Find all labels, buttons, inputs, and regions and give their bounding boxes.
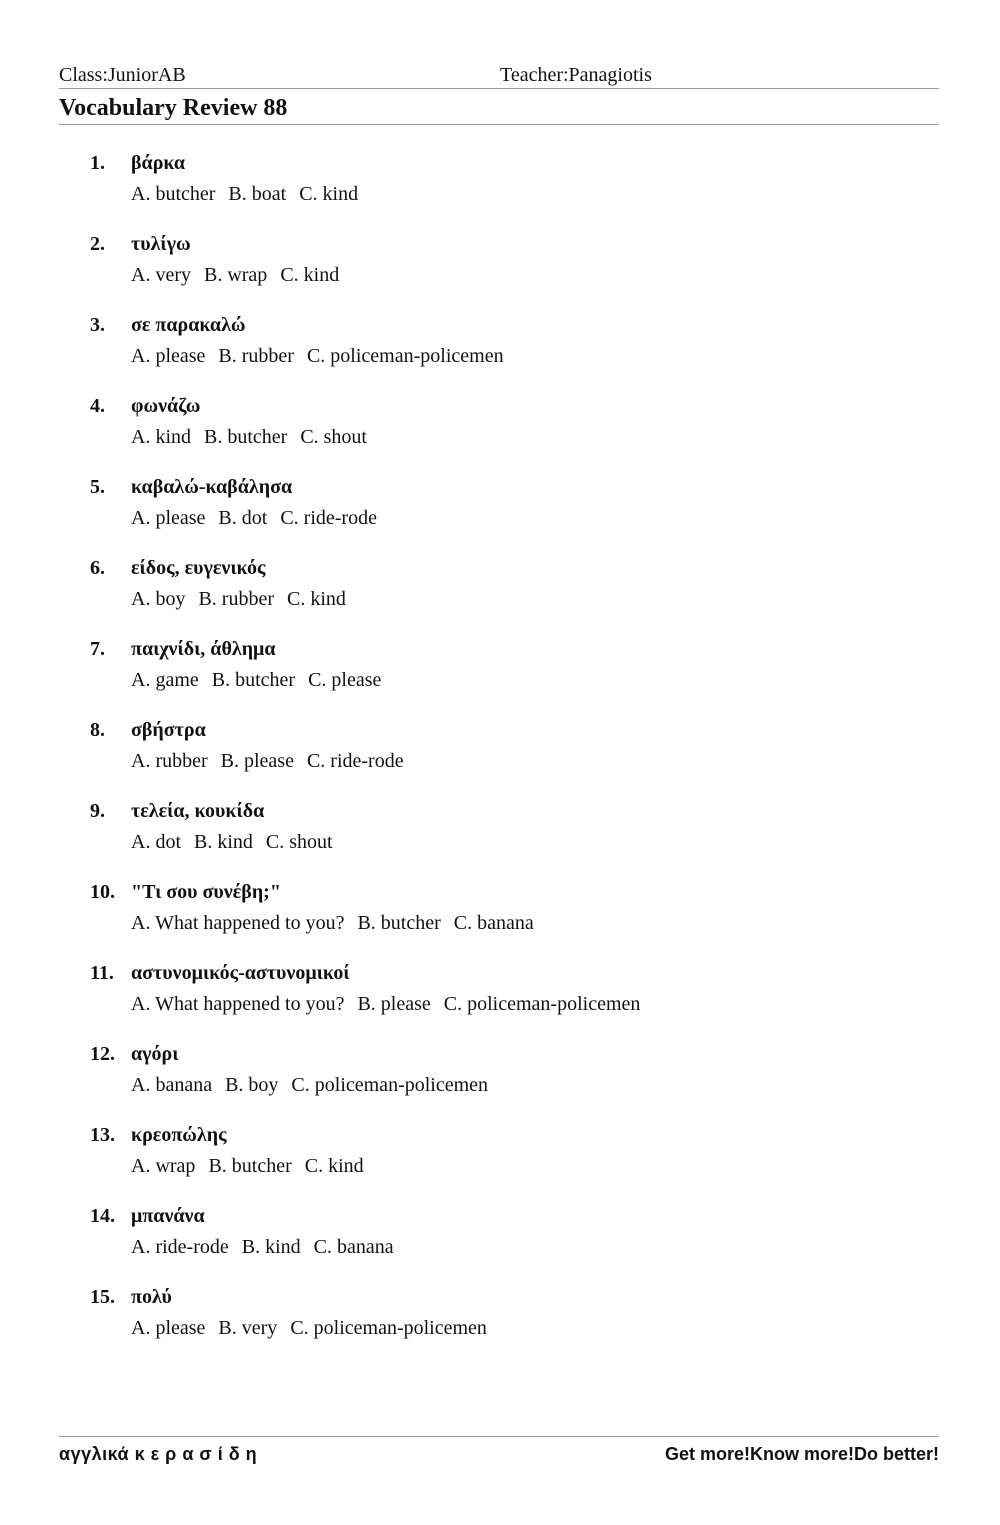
answer-option[interactable]: B. butcher bbox=[208, 1155, 292, 1177]
question-number: 13. bbox=[90, 1124, 115, 1146]
question-word: "Τι σου συνέβη;" bbox=[131, 881, 281, 903]
answer-options bbox=[131, 584, 359, 614]
question-word: κρεοπώλης bbox=[131, 1124, 227, 1146]
answer-option[interactable]: A. please bbox=[131, 507, 206, 529]
question-number: 8. bbox=[90, 719, 105, 741]
answer-option[interactable]: B. boat bbox=[228, 183, 287, 205]
answer-options bbox=[131, 665, 394, 695]
worksheet-title: Vocabulary Review 88 bbox=[59, 95, 288, 121]
answer-option[interactable]: B. rubber bbox=[218, 345, 294, 367]
answer-options bbox=[131, 1070, 501, 1100]
question-word: αγόρι bbox=[131, 1043, 179, 1065]
answer-option[interactable]: A. rubber bbox=[131, 750, 208, 772]
answer-options bbox=[131, 1232, 407, 1262]
answer-option[interactable]: C. shout bbox=[265, 831, 333, 853]
answer-option[interactable]: B. rubber bbox=[198, 588, 274, 610]
answer-option[interactable]: A. ride-rode bbox=[131, 1236, 229, 1258]
answer-options bbox=[131, 1151, 377, 1181]
question-item bbox=[0, 796, 1000, 868]
answer-option[interactable]: A. game bbox=[131, 669, 199, 691]
question-item bbox=[0, 553, 1000, 625]
question-number: 14. bbox=[90, 1205, 115, 1227]
answer-option[interactable]: A. please bbox=[131, 345, 206, 367]
answer-option[interactable]: A. banana bbox=[131, 1074, 213, 1096]
question-item bbox=[0, 1201, 1000, 1273]
answer-option[interactable]: A. wrap bbox=[131, 1155, 196, 1177]
answer-option[interactable]: A. butcher bbox=[131, 183, 216, 205]
answer-options bbox=[131, 908, 547, 938]
question-item bbox=[0, 958, 1000, 1030]
question-item bbox=[0, 229, 1000, 301]
answer-option[interactable]: A. What happened to you? bbox=[131, 993, 345, 1015]
answer-option[interactable]: C. banana bbox=[313, 1236, 394, 1258]
question-word: αστυνομικός-αστυνομικοί bbox=[131, 962, 350, 984]
question-number: 5. bbox=[90, 476, 105, 498]
answer-option[interactable]: C. kind bbox=[280, 264, 340, 286]
question-number: 12. bbox=[90, 1043, 115, 1065]
question-word: τυλίγω bbox=[131, 233, 191, 255]
answer-options bbox=[131, 746, 417, 776]
answer-options bbox=[131, 989, 653, 1019]
question-number: 3. bbox=[90, 314, 105, 336]
title-divider bbox=[59, 124, 939, 125]
answer-option[interactable]: B. very bbox=[218, 1317, 278, 1339]
teacher-label: Teacher:Panagiotis bbox=[500, 64, 652, 86]
answer-option[interactable]: C. kind bbox=[287, 588, 346, 610]
question-item bbox=[0, 1282, 1000, 1354]
question-number: 9. bbox=[90, 800, 105, 822]
answer-option[interactable]: B. please bbox=[357, 993, 431, 1015]
question-word: είδος, ευγενικός bbox=[131, 557, 266, 579]
answer-options bbox=[131, 503, 390, 533]
answer-options bbox=[131, 260, 352, 290]
question-word: παιχνίδι, άθλημα bbox=[131, 638, 276, 660]
question-number: 2. bbox=[90, 233, 105, 255]
answer-options bbox=[131, 827, 346, 857]
answer-option[interactable]: B. butcher bbox=[211, 669, 296, 691]
answer-option[interactable]: C. policeman-policemen bbox=[291, 1074, 489, 1096]
question-number: 4. bbox=[90, 395, 105, 417]
answer-options bbox=[131, 341, 517, 371]
question-number: 7. bbox=[90, 638, 105, 660]
answer-option[interactable]: C. please bbox=[308, 669, 382, 691]
answer-option[interactable]: C. policeman-policemen bbox=[290, 1317, 487, 1339]
answer-option[interactable]: C. shout bbox=[300, 426, 367, 448]
question-word: σε παρακαλώ bbox=[131, 314, 246, 336]
question-word: βάρκα bbox=[131, 152, 186, 174]
question-item bbox=[0, 877, 1000, 949]
answer-option[interactable]: C. policeman-policemen bbox=[443, 993, 641, 1015]
answer-option[interactable]: C. ride-rode bbox=[280, 507, 377, 529]
question-item bbox=[0, 1120, 1000, 1192]
answer-option[interactable]: B. butcher bbox=[204, 426, 288, 448]
answer-options bbox=[131, 179, 371, 209]
question-item bbox=[0, 472, 1000, 544]
header-divider bbox=[59, 88, 939, 89]
question-number: 15. bbox=[90, 1286, 115, 1308]
question-number: 1. bbox=[90, 152, 105, 174]
answer-option[interactable]: A. dot bbox=[131, 831, 181, 853]
answer-option[interactable]: B. kind bbox=[194, 831, 253, 853]
question-item bbox=[0, 310, 1000, 382]
answer-option[interactable]: A. boy bbox=[131, 588, 186, 610]
answer-option[interactable]: C. policeman-policemen bbox=[306, 345, 504, 367]
question-word: φωνάζω bbox=[131, 395, 201, 417]
answer-option[interactable]: C. kind bbox=[299, 183, 359, 205]
worksheet-header bbox=[59, 62, 939, 88]
answer-option[interactable]: B. butcher bbox=[357, 912, 441, 934]
footer-divider bbox=[59, 1436, 939, 1437]
answer-option[interactable]: C. ride-rode bbox=[306, 750, 404, 772]
question-item bbox=[0, 148, 1000, 220]
answer-options bbox=[131, 1313, 500, 1343]
question-word: σβήστρα bbox=[131, 719, 206, 741]
question-item bbox=[0, 715, 1000, 787]
question-word: πολύ bbox=[131, 1286, 172, 1308]
question-number: 6. bbox=[90, 557, 105, 579]
answer-option[interactable]: A. kind bbox=[131, 426, 191, 448]
question-word: καβαλώ-καβάλησα bbox=[131, 476, 293, 498]
answer-options bbox=[131, 422, 380, 452]
answer-option[interactable]: C. kind bbox=[304, 1155, 364, 1177]
answer-option[interactable]: B. dot bbox=[218, 507, 268, 529]
answer-option[interactable]: B. wrap bbox=[203, 264, 268, 286]
footer-slogan: Get more!Know more!Do better! bbox=[664, 1444, 939, 1464]
question-word: τελεία, κουκίδα bbox=[131, 800, 265, 822]
answer-option[interactable]: B. boy bbox=[225, 1074, 279, 1096]
question-number: 11. bbox=[90, 962, 114, 984]
answer-option[interactable]: A. please bbox=[131, 1317, 206, 1339]
question-item bbox=[0, 1039, 1000, 1111]
answer-option[interactable]: C. banana bbox=[453, 912, 534, 934]
answer-option[interactable]: B. kind bbox=[241, 1236, 301, 1258]
question-number: 10. bbox=[90, 881, 115, 903]
answer-option[interactable]: B. please bbox=[220, 750, 294, 772]
question-item bbox=[0, 634, 1000, 706]
question-item bbox=[0, 391, 1000, 463]
answer-option[interactable]: A. very bbox=[131, 264, 191, 286]
question-word: μπανάνα bbox=[131, 1205, 205, 1227]
class-label: Class:JuniorAB bbox=[59, 64, 186, 86]
answer-option[interactable]: A. What happened to you? bbox=[131, 912, 345, 934]
footer-brand: αγγλικά κ ε ρ α σ ί δ η bbox=[59, 1444, 258, 1464]
